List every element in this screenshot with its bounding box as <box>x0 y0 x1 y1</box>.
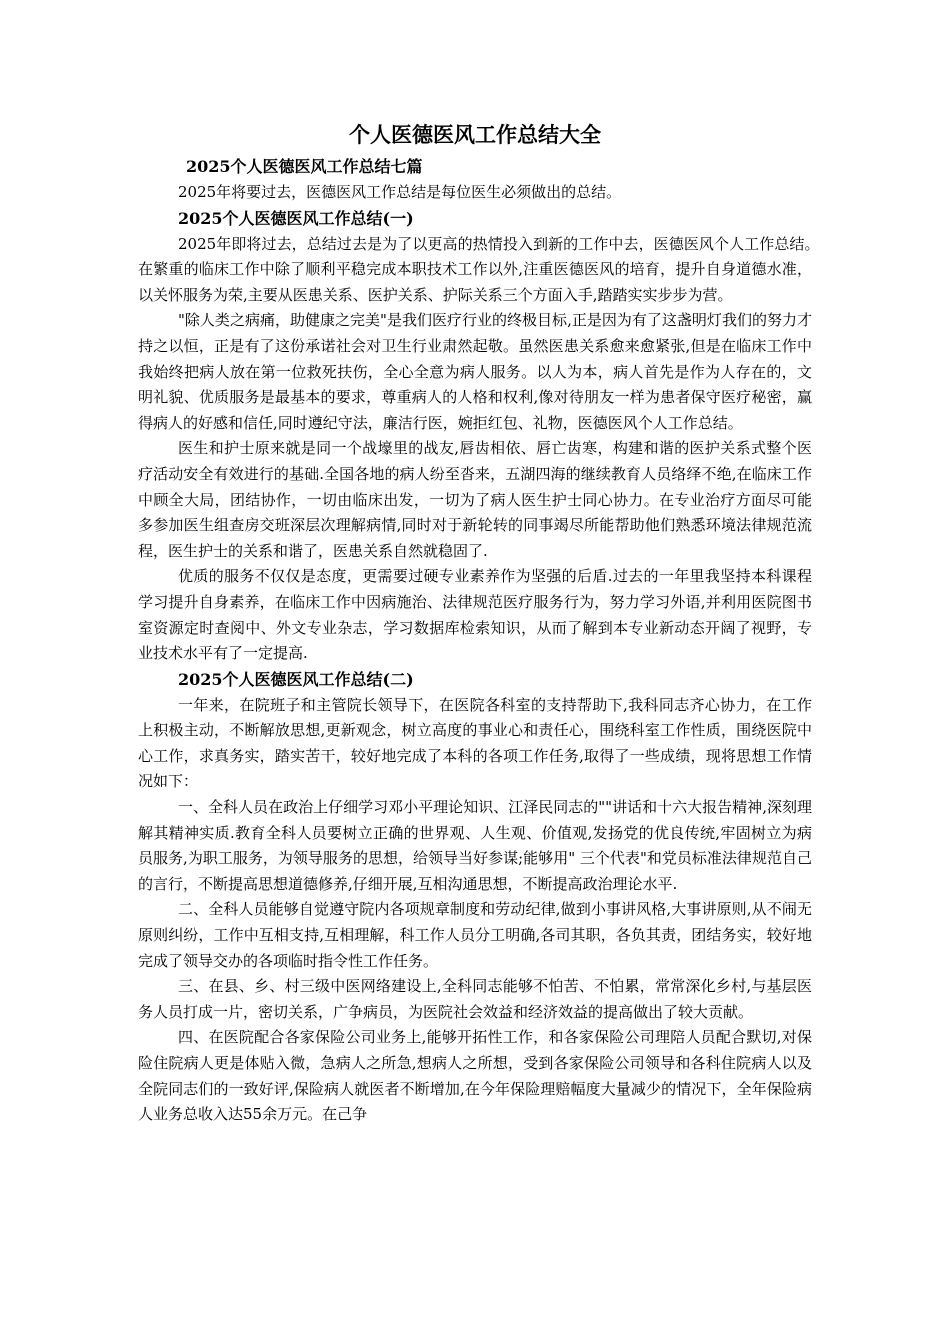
document-page <box>138 118 828 1128</box>
section-heading-2: 2025个人医德医风工作总结(二) <box>178 669 414 689</box>
paragraph: 一年来，在院班子和主管院长领导下，在医院各科室的支持帮助下,我科同志齐心协力，在工作上积极主动，不断解放思想,更新观念，树立高度的事业心和责任心，围绕科室工作性质，围绕医院中心工作，求真务实，踏实苦干，较好地完成了本科的各项工作任务,取得了一些成绩，现将思想工作情况如下： <box>138 695 812 791</box>
paragraph: 一、全科人员在政治上仔细学习邓小平理论知识、江泽民同志的""讲话和十六大报告精神,深刻理解其精神实质.教育全科人员要树立正确的世界观、人生观、价值观,发扬党的优良传统,牢固树立为病员服务,为职工服务，为领导服务的思想，给领导当好参谋;能够用" 三个代表"和党员标准法律规范自己的言行，不断提高思想道德修养,仔细开展,互相沟通思想，不断提高政治理论水平. <box>138 798 812 893</box>
document-title: 个人医德医风工作总结大全 <box>349 122 601 147</box>
section-heading-1: 2025个人医德医风工作总结(一) <box>178 208 414 228</box>
paragraph: 医生和护士原来就是同一个战壕里的战友,唇齿相依、唇亡齿寒，构建和谐的医护关系式整个医疗活动安全有效进行的基础.全国各地的病人纷至沓来，五湖四海的继续教育人员络绎不绝,在临床工作中顾全大局，团结协作，一切由临床出发，一切为了病人医生护士同心协力。在专业治疗方面尽可能多参加医生组查房交班深层次理解病情,同时对于新轮转的同事竭尽所能帮助他们熟悉环境法律规范流程，医生护士的关系和谐了，医患关系自然就稳固了. <box>138 439 812 560</box>
document-subtitle: 2025个人医德医风工作总结七篇 <box>186 157 423 176</box>
paragraph: "除人类之病痛，助健康之完美"是我们医疗行业的终极目标,正是因为有了这盏明灯我们的努力才持之以恒，正是有了这份承诺社会对卫生行业肃然起敬。虽然医患关系愈来愈紧张,但是在临床工作中我始终把病人放在第一位救死扶伤，全心全意为病人服务。以人为本，病人首先是作为人存在的，文明礼貌、优质服务是最基本的要求，尊重病人的人格和权利,像对待朋友一样为患者保守医疗秘密，赢得病人的好感和信任,同时遵纪守法，廉洁行医，婉拒红包、礼物，医德医风个人工作总结。 <box>138 311 812 432</box>
intro-paragraph: 2025年将要过去，医德医风工作总结是每位医生必须做出的总结。 <box>178 183 622 201</box>
paragraph: 优质的服务不仅仅是态度，更需要过硬专业素养作为坚强的后盾.过去的一年里我坚持本科课程学习提升自身素养，在临床工作中因病施治、法律规范医疗服务行为，努力学习外语,并利用医院图书室资源定时查阅中、外文专业杂志，学习数据库检索知识，从而了解到本专业新动态开阔了视野，专业技术水平有了一定提高. <box>138 567 812 663</box>
paragraph: 四、在医院配合各家保险公司业务上,能够开拓性工作，和各家保险公司理陪人员配合默切,对保险住院病人更是体贴入微，急病人之所急,想病人之所想，受到各家保险公司领导和各科住院病人以及全院同志们的一致好评,保险病人就医者不断增加,在今年保险理赔幅度大量减少的情况下，全年保险病人业务总收入达55余万元。在己争 <box>138 1028 812 1124</box>
paragraph: 三、在县、乡、村三级中医网络建设上,全科同志能够不怕苦、不怕累，常常深化乡村,与基层医务人员打成一片，密切关系，广争病员，为医院社会效益和经济效益的提高做出了较大贡献。 <box>138 977 812 1021</box>
paragraph: 2025年即将过去，总结过去是为了以更高的热情投入到新的工作中去，医德医风个人工作总结。 在繁重的临床工作中除了顺利平稳完成本职技术工作以外,注重医德医风的培育，提升自身道德水准，以关怀服务为荣,主要从医患关系、医护关系、护际关系三个方面入手,踏踏实实步步为营。 <box>138 234 828 304</box>
paragraph: 二、全科人员能够自觉遵守院内各项规章制度和劳动纪律,做到小事讲风格,大事讲原则,从不闹无原则纠纷，工作中互相支持,互相理解，科工作人员分工明确,各司其职，各负其责，团结务实，较好地完成了领导交办的各项临时指令性工作任务。 <box>138 900 812 970</box>
